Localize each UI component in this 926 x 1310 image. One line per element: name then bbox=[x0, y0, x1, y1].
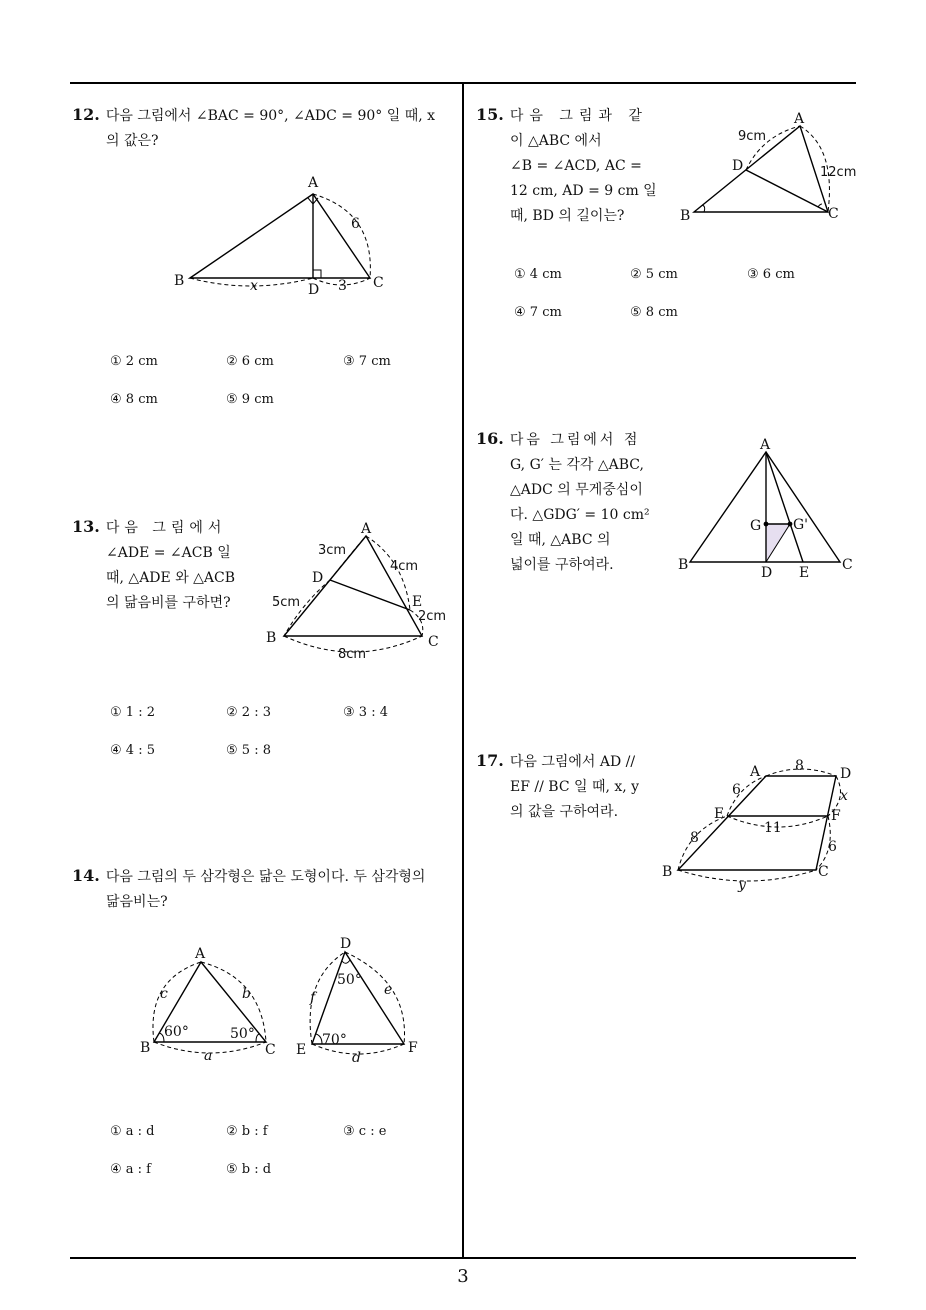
label-g: G bbox=[750, 518, 762, 534]
choice-5[interactable]: ⑤ b : d bbox=[226, 1162, 272, 1177]
label-db: 5cm bbox=[272, 595, 301, 610]
angle-b: 60° bbox=[164, 1024, 189, 1040]
label-c: C bbox=[373, 275, 384, 291]
label-eb: 8 bbox=[690, 830, 699, 846]
page-number: 3 bbox=[457, 1266, 469, 1287]
question-text: 일 때, △ABC 의 bbox=[510, 532, 611, 548]
question-text: 다음 그림에서 점 bbox=[509, 432, 641, 448]
question-text: 다음 그림과 같 bbox=[509, 108, 648, 124]
question-text: 의 닮음비를 구하면? bbox=[106, 595, 231, 611]
label-a: A bbox=[308, 175, 319, 191]
label-a: A bbox=[195, 946, 206, 962]
segment-de bbox=[330, 580, 410, 610]
label-b: B bbox=[662, 864, 673, 880]
label-dc: 3 bbox=[338, 278, 347, 294]
question-number: 13. bbox=[72, 517, 100, 536]
question-number: 17. bbox=[476, 751, 504, 770]
side-e: e bbox=[384, 982, 393, 998]
label-e: E bbox=[714, 806, 725, 822]
choice-4[interactable]: ④ 4 : 5 bbox=[110, 743, 155, 758]
angle-mark bbox=[818, 204, 822, 207]
q13-figure bbox=[262, 518, 462, 668]
question-13 bbox=[72, 514, 252, 616]
question-number: 14. bbox=[72, 866, 100, 885]
q12-figure bbox=[170, 172, 400, 302]
question-text: 넓이를 구하여라. bbox=[510, 557, 614, 573]
question-text: 다. △GDG′ = 10 cm² bbox=[510, 507, 650, 523]
angle-arc bbox=[342, 960, 350, 963]
label-e: E bbox=[799, 565, 810, 580]
column-divider bbox=[462, 82, 464, 1259]
label-c: C bbox=[828, 206, 839, 222]
question-number: 15. bbox=[476, 105, 504, 124]
q14-figure bbox=[138, 932, 428, 1072]
label-x: x bbox=[250, 278, 258, 294]
choice-1[interactable]: ① a : d bbox=[110, 1124, 155, 1139]
question-text: 닮음비는? bbox=[106, 894, 168, 910]
choice-3[interactable]: ③ 7 cm bbox=[343, 354, 391, 369]
label-b: B bbox=[140, 1040, 151, 1056]
angle-c: 50° bbox=[230, 1026, 255, 1042]
label-a: A bbox=[794, 111, 805, 127]
question-text: 의 값을 구하여라. bbox=[510, 804, 619, 820]
question-text: 때, BD 의 길이는? bbox=[510, 208, 625, 224]
label-ae: 6 bbox=[732, 782, 741, 798]
label-bc: 8cm bbox=[338, 647, 367, 662]
triangle-abc bbox=[690, 452, 840, 562]
question-text: 다음 그림에서 AD // bbox=[509, 754, 636, 770]
question-text: 의 값은? bbox=[106, 133, 159, 149]
question-text: △ADC 의 무게중심이 bbox=[510, 482, 643, 498]
label-b: B bbox=[680, 208, 691, 224]
label-d: D bbox=[732, 158, 744, 174]
label-b: B bbox=[266, 630, 277, 646]
label-ac: 12cm bbox=[820, 165, 857, 180]
label-ac: 6 bbox=[351, 216, 360, 232]
choice-3[interactable]: ③ c : e bbox=[343, 1124, 387, 1139]
question-text: ∠B = ∠ACD, AC = bbox=[510, 158, 642, 174]
question-text: 다음 그림의 두 삼각형은 닮은 도형이다. 두 삼각형의 bbox=[105, 869, 426, 885]
choice-3[interactable]: ③ 3 : 4 bbox=[343, 705, 388, 720]
question-text: EF // BC 일 때, x, y bbox=[510, 779, 640, 795]
question-17 bbox=[476, 748, 656, 825]
label-a: A bbox=[750, 764, 761, 780]
side-d: d bbox=[352, 1050, 361, 1066]
triangle-def bbox=[312, 952, 404, 1044]
label-a: A bbox=[760, 437, 771, 453]
label-c: C bbox=[842, 557, 853, 573]
q15-figure bbox=[676, 108, 866, 233]
label-y: y bbox=[738, 877, 746, 893]
question-text: 12 cm, AD = 9 cm 일 bbox=[510, 183, 657, 199]
label-a: A bbox=[361, 521, 372, 537]
label-ec: 2cm bbox=[418, 609, 447, 624]
label-g2: G' bbox=[793, 517, 809, 533]
label-b: B bbox=[678, 557, 689, 573]
label-d: D bbox=[312, 570, 324, 586]
label-d: D bbox=[840, 766, 852, 782]
label-e: E bbox=[296, 1042, 307, 1058]
q17-figure bbox=[658, 756, 858, 896]
choice-2[interactable]: ② 2 : 3 bbox=[226, 705, 271, 720]
label-ad: 9cm bbox=[738, 129, 767, 144]
choice-1[interactable]: ① 4 cm bbox=[514, 267, 562, 282]
choice-4[interactable]: ④ 7 cm bbox=[514, 305, 562, 320]
label-ae: 4cm bbox=[390, 559, 419, 574]
label-d: D bbox=[761, 565, 773, 580]
angle-arc bbox=[256, 1034, 260, 1042]
side-a: a bbox=[204, 1048, 213, 1064]
choice-2[interactable]: ② 6 cm bbox=[226, 354, 274, 369]
right-angle-mark bbox=[313, 270, 321, 278]
label-fc: 6 bbox=[828, 839, 837, 855]
question-text: ∠ADE = ∠ACB 일 bbox=[106, 545, 231, 561]
label-d: D bbox=[308, 282, 320, 298]
question-14 bbox=[72, 863, 460, 915]
question-16 bbox=[476, 426, 671, 578]
label-f: F bbox=[831, 808, 841, 824]
point-g bbox=[764, 522, 769, 527]
question-text: 때, △ADE 와 △ACB bbox=[106, 570, 236, 586]
label-ef: 11 bbox=[764, 820, 782, 836]
label-c: C bbox=[818, 864, 829, 880]
question-15 bbox=[476, 102, 671, 229]
label-f: F bbox=[408, 1040, 418, 1056]
question-text: G, G′ 는 각각 △ABC, bbox=[510, 457, 644, 473]
label-c: C bbox=[265, 1042, 276, 1058]
trapezoid-abcd bbox=[678, 776, 836, 870]
side-f: f bbox=[310, 990, 316, 1006]
choice-5[interactable]: ⑤ 5 : 8 bbox=[226, 743, 271, 758]
label-x: x bbox=[840, 788, 848, 804]
choice-4[interactable]: ④ a : f bbox=[110, 1162, 151, 1177]
question-number: 12. bbox=[72, 105, 100, 124]
q16-figure bbox=[676, 432, 866, 580]
side-c: c bbox=[160, 986, 168, 1002]
label-d: D bbox=[340, 936, 352, 952]
question-text: 다음 그림에서 ∠BAC = 90°, ∠ADC = 90° 일 때, x bbox=[105, 108, 436, 124]
label-c: C bbox=[428, 634, 439, 650]
choice-1[interactable]: ① 1 : 2 bbox=[110, 705, 155, 720]
choice-2[interactable]: ② 5 cm bbox=[630, 267, 678, 282]
choice-5[interactable]: ⑤ 8 cm bbox=[630, 305, 678, 320]
triangle-abc bbox=[190, 194, 370, 278]
side-b: b bbox=[242, 986, 251, 1002]
label-e: E bbox=[412, 594, 423, 610]
question-number: 16. bbox=[476, 429, 504, 448]
angle-d: 50° bbox=[337, 972, 362, 988]
label-ad: 3cm bbox=[318, 543, 347, 558]
question-12 bbox=[72, 102, 460, 154]
question-text: 이 △ABC 에서 bbox=[510, 133, 602, 149]
label-ad: 8 bbox=[795, 758, 804, 774]
point-g2 bbox=[788, 522, 793, 527]
choice-1[interactable]: ① 2 cm bbox=[110, 354, 158, 369]
label-b: B bbox=[174, 273, 185, 289]
question-text: 다음 그림에서 bbox=[105, 520, 227, 536]
bottom-rule bbox=[70, 1257, 856, 1259]
choice-5[interactable]: ⑤ 9 cm bbox=[226, 392, 274, 407]
choice-3[interactable]: ③ 6 cm bbox=[747, 267, 795, 282]
arc-bc bbox=[678, 870, 816, 881]
angle-e: 70° bbox=[322, 1032, 347, 1048]
choice-2[interactable]: ② b : f bbox=[226, 1124, 268, 1139]
choice-4[interactable]: ④ 8 cm bbox=[110, 392, 158, 407]
